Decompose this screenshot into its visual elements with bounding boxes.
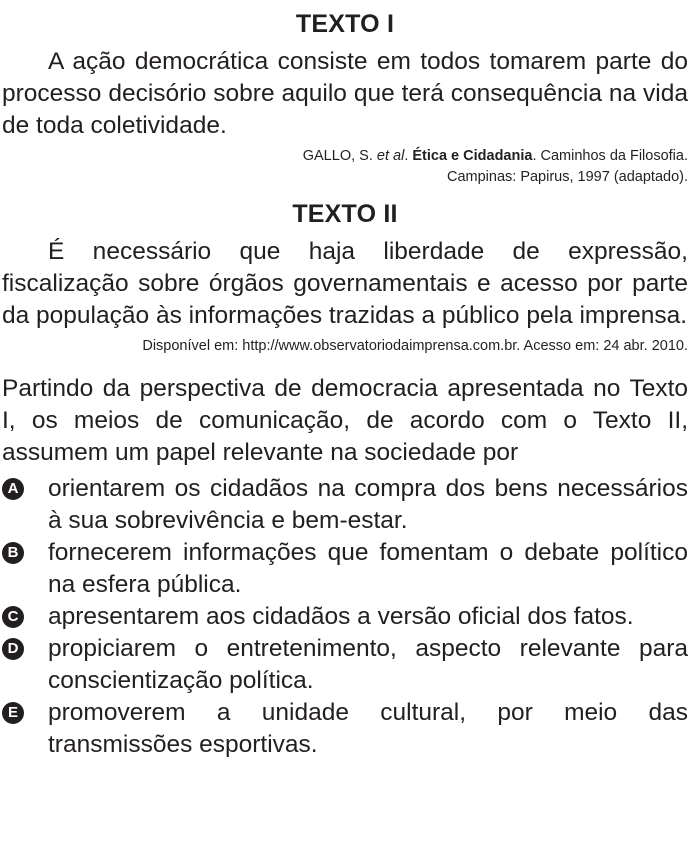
text1-source-author: GALLO, S.: [302, 148, 377, 164]
option-a-badge: A: [2, 478, 24, 500]
option-c-text: apresentarem aos cidadãos a versão oficial dos fatos.: [48, 603, 634, 630]
answer-options: [2, 473, 688, 761]
option-d-badge: D: [2, 638, 24, 660]
option-a-text: orientarem os cidadãos na compra dos bens necessários à sua sobrevivência e bem-estar.: [48, 475, 688, 534]
option-e-badge: E: [2, 702, 24, 724]
option-c[interactable]: [2, 601, 688, 633]
text1-source-line2: Campinas: Papirus, 1997 (adaptado).: [446, 169, 688, 185]
option-b-badge: B: [2, 542, 24, 564]
text1-source: [2, 146, 688, 188]
text1-source-book: Ética e Cidadania: [412, 148, 533, 164]
text1-source-sep: .: [404, 148, 413, 164]
option-d[interactable]: [2, 633, 688, 697]
text2-title: TEXTO II: [292, 200, 398, 228]
text1-source-et-al: et al: [376, 148, 405, 164]
option-c-badge: C: [2, 606, 24, 628]
option-e[interactable]: [2, 697, 688, 761]
text1-source-rest: . Caminhos da Filosofia.: [532, 148, 688, 164]
text1-body: A ação democrática consiste em todos tomarem parte do processo decisório sobre aquilo que terá consequência na vida de toda coletividade.: [2, 48, 688, 139]
option-d-text: propiciarem o entretenimento, aspecto relevante para conscientização política.: [48, 635, 688, 694]
option-b[interactable]: [2, 537, 688, 601]
question-stem: Partindo da perspectiva de democracia apresentada no Texto I, os meios de comunicação, de acordo com o Texto II, assumem um papel relevante na sociedade por: [2, 375, 688, 466]
option-e-text: promoverem a unidade cultural, por meio das transmissões esportivas.: [48, 699, 688, 758]
option-b-text: fornecerem informações que fomentam o debate político na esfera pública.: [48, 539, 688, 598]
text2-body: É necessário que haja liberdade de expressão, fiscalização sobre órgãos governamentais e acesso por parte da população às informações trazidas a público pela imprensa.: [2, 238, 688, 329]
text1-title: TEXTO I: [295, 10, 395, 38]
option-a[interactable]: [2, 473, 688, 537]
text2-source: Disponível em: http://www.observatoriodaimprensa.com.br. Acesso em: 24 abr. 2010.: [142, 338, 688, 354]
